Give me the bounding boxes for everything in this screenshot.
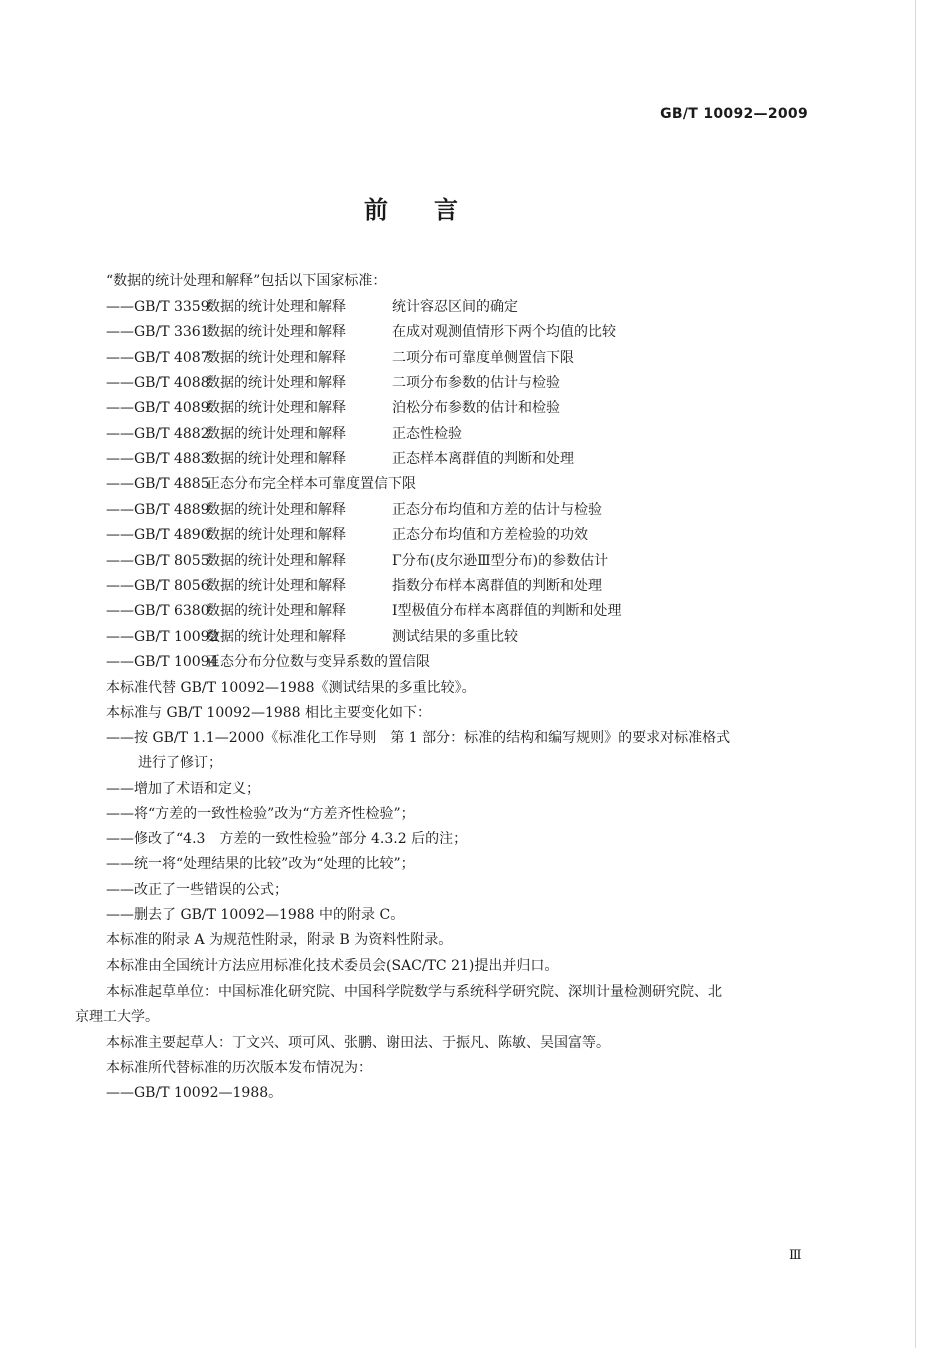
change-item: ——删去了 GB/T 10092—1988 中的附录 C。 [106,907,405,923]
standard-code: ——GB/T 4885 [106,476,210,492]
standard-part-title: 在成对观测值情形下两个均值的比较 [392,324,616,340]
standard-code: ——GB/T 4089 [106,400,210,416]
standard-part-title: 正态性检验 [392,426,462,442]
standard-list-item [106,602,622,620]
standard-code: ——GB/T 10094 [106,654,219,670]
proposed-by-paragraph: 本标准由全国统计方法应用标准化技术委员会(SAC/TC 21)提出并归口。 [106,958,559,974]
history-intro-paragraph: 本标准所代替标准的历次版本发布情况为： [106,1060,372,1076]
standard-list-item [106,374,560,392]
standard-part-title: 统计容忍区间的确定 [392,299,518,315]
change-item: ——改正了一些错误的公式； [106,882,288,898]
standard-code: ——GB/T 4087 [106,350,210,366]
standard-list-item [106,577,602,595]
standard-code: ——GB/T 4088 [106,375,210,391]
standard-code: ——GB/T 3361 [106,324,210,340]
standard-list-item [106,450,574,468]
standard-series-title: 数据的统计处理和解释 [206,451,346,467]
change-item: ——按 GB/T 1.1—2000《标准化工作导则 第 1 部分：标准的结构和编写规则》的要求对标准格式 [106,730,731,746]
standard-series-title: 数据的统计处理和解释 [206,527,346,543]
standard-list-item [106,526,588,544]
standard-list-item [106,349,574,367]
change-item: ——增加了术语和定义； [106,781,260,797]
standard-list-item [106,425,462,443]
standard-code: ——GB/T 10092 [106,629,219,645]
standard-series-title: 数据的统计处理和解释 [206,299,346,315]
change-item: ——将“方差的一致性检验”改为“方差齐性检验”； [106,806,415,822]
drafting-units-paragraph: 本标准起草单位：中国标准化研究院、中国科学院数学与系统科学研究院、深圳计量检测研究院、北 [106,984,722,1000]
standard-series-title: 数据的统计处理和解释 [206,350,346,366]
standard-part-title: 正态分布均值和方差检验的功效 [392,527,588,543]
change-item: ——修改了“4.3 方差的一致性检验”部分 4.3.2 后的注； [106,831,468,847]
standard-code: ——GB/T 8055 [106,553,210,569]
standard-code: ——GB/T 4883 [106,451,210,467]
standard-code-header: GB/T 10092—2009 [660,106,808,122]
drafting-units-continuation: 京理工大学。 [75,1009,159,1025]
standard-series-title: 数据的统计处理和解释 [206,324,346,340]
annex-note-paragraph: 本标准的附录 A 为规范性附录，附录 B 为资料性附录。 [106,932,453,948]
change-item-continuation: 进行了修订； [138,755,222,771]
standard-series-title: 数据的统计处理和解释 [206,629,346,645]
standard-list-item [106,628,518,646]
change-item: ——统一将“处理结果的比较”改为“处理的比较”； [106,856,415,872]
standard-code: ——GB/T 4882 [106,426,210,442]
history-item: ——GB/T 10092—1988。 [106,1085,283,1101]
standard-series-title: 正态分布分位数与变异系数的置信限 [206,654,430,670]
standard-series-title: 数据的统计处理和解释 [206,375,346,391]
standard-series-title: 数据的统计处理和解释 [206,603,346,619]
standard-part-title: Ⅰ型极值分布样本离群值的判断和处理 [392,603,622,619]
standard-list-item [106,475,416,493]
standard-part-title: Γ分布(皮尔逊Ⅲ型分布)的参数估计 [392,553,609,569]
standard-list-item [106,323,616,341]
standard-list-item [106,653,430,671]
standard-part-title: 二项分布可靠度单侧置信下限 [392,350,574,366]
standard-code: ——GB/T 4890 [106,527,210,543]
standard-part-title: 指数分布样本离群值的判断和处理 [392,578,602,594]
standard-part-title: 正态样本离群值的判断和处理 [392,451,574,467]
standard-code: ——GB/T 4889 [106,502,210,518]
standard-series-title: 正态分布完全样本可靠度置信下限 [206,476,416,492]
standard-series-title: 数据的统计处理和解释 [206,578,346,594]
standard-part-title: 二项分布参数的估计与检验 [392,375,560,391]
standard-list-item [106,501,602,519]
changes-intro-paragraph: 本标准与 GB/T 10092—1988 相比主要变化如下： [106,705,432,721]
standard-code: ——GB/T 8056 [106,578,210,594]
standard-code: ——GB/T 3359 [106,299,210,315]
standard-part-title: 测试结果的多重比较 [392,629,518,645]
standard-list-item [106,552,608,570]
page-title: 前言 [364,196,504,224]
standard-list-item [106,399,560,417]
drafters-paragraph: 本标准主要起草人：丁文兴、项可风、张鹏、谢田法、于振凡、陈敏、吴国富等。 [106,1035,610,1051]
standard-series-title: 数据的统计处理和解释 [206,553,346,569]
page-number: Ⅲ [789,1248,802,1263]
standard-code: ——GB/T 6380 [106,603,210,619]
standard-series-title: 数据的统计处理和解释 [206,502,346,518]
replaces-paragraph: 本标准代替 GB/T 10092—1988《测试结果的多重比较》。 [106,680,476,696]
standard-series-title: 数据的统计处理和解释 [206,426,346,442]
page-edge-line [915,0,916,1348]
standard-part-title: 泊松分布参数的估计和检验 [392,400,560,416]
standard-part-title: 正态分布均值和方差的估计与检验 [392,502,602,518]
intro-paragraph: “数据的统计处理和解释”包括以下国家标准： [106,273,387,289]
standard-list-item [106,298,518,316]
standard-series-title: 数据的统计处理和解释 [206,400,346,416]
